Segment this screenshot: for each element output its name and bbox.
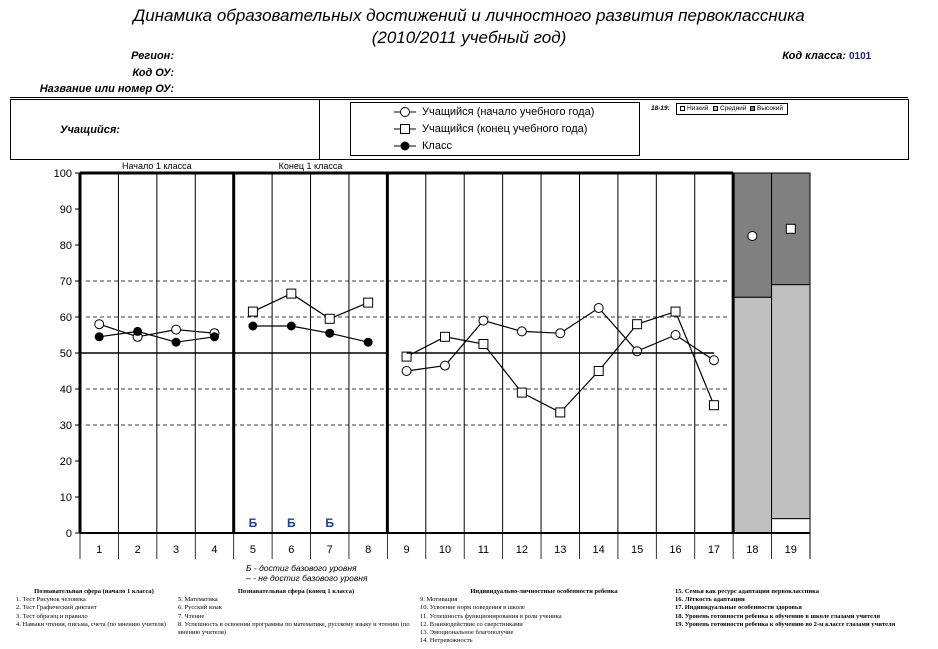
scale-legend-prefix: 18-19:	[651, 105, 670, 112]
data-point-end	[556, 408, 565, 417]
x-tick-label: 19	[784, 544, 797, 556]
notes-item: 1. Тест Рисунок человека	[16, 596, 86, 604]
notes-item: 19. Уровень готовности ребенка к обучению во 2-м классе глазами учителя	[675, 620, 896, 628]
page-title: Динамика образовательных достижений и личностного развития первоклассника	[133, 6, 805, 25]
section-label: Конец 1 класса	[278, 161, 343, 171]
data-point-start	[556, 329, 565, 338]
notes-item: 2. Тест Графический диктант	[16, 604, 97, 612]
x-tick-label: 4	[211, 544, 218, 556]
data-point-start	[95, 320, 104, 329]
notes-col-1	[16, 588, 172, 629]
notes-item: 7. Чтение	[178, 612, 205, 620]
legend-markers	[350, 102, 420, 156]
data-point-end	[709, 401, 718, 410]
legend-marker-class	[394, 142, 416, 151]
notes-item: 12. Взаимодействие со сверстниками	[420, 620, 523, 628]
x-tick-label: 1	[96, 544, 103, 556]
legend-marker-end	[394, 125, 416, 134]
x-tick-label: 9	[403, 544, 410, 556]
notes-item: 11. Успешность функционирования в роли ученика	[420, 612, 562, 620]
data-point-class	[133, 327, 142, 336]
level-label: Б	[325, 516, 335, 530]
stacked-band-19	[772, 285, 810, 519]
notes-item: 13. Эмоциональное благополучие	[420, 629, 514, 637]
notes-col-4	[675, 588, 933, 629]
x-tick-label: 18	[746, 544, 759, 556]
stacked-band-18	[733, 297, 771, 533]
data-point-class	[95, 332, 104, 341]
x-tick-label: 7	[326, 544, 333, 556]
notes-col-2-heading: Познавательная сфера (конец 1 класса)	[237, 588, 355, 595]
data-point-class	[287, 322, 296, 331]
y-tick-label: 100	[53, 168, 72, 180]
header-divider	[10, 97, 908, 98]
data-point-end	[364, 298, 373, 307]
x-tick-label: 14	[592, 544, 605, 556]
level-label: Б	[248, 516, 258, 530]
data-point-start	[517, 327, 526, 336]
data-point-start	[479, 316, 488, 325]
notes-item: 9. Мотивация	[420, 596, 458, 604]
y-tick-label: 10	[59, 492, 72, 504]
student-box-divider	[319, 99, 320, 160]
notes-item: 17. Индивидуальные особенности здоровья	[675, 604, 802, 612]
data-point-end	[671, 307, 680, 316]
readiness-marker	[748, 232, 757, 241]
data-point-class	[248, 322, 257, 331]
class-code-value: 0101	[849, 51, 872, 62]
notes-item: 10. Усвоение норм поведения в школе	[420, 604, 525, 612]
notes-item: 16. Лёгкость адаптации	[675, 596, 745, 604]
x-tick-label: 15	[630, 544, 644, 556]
notes-col-3	[420, 588, 668, 645]
data-point-end	[594, 367, 603, 376]
notes-col-3-heading: Индивидуально-личностные особенности ребенка	[470, 588, 618, 595]
y-tick-label: 30	[59, 420, 72, 432]
x-tick-label: 3	[172, 544, 180, 556]
legend-label-start: Учащийся (начало учебного года)	[422, 106, 595, 118]
y-tick-label: 0	[65, 528, 72, 540]
student-label: Учащийся:	[60, 124, 120, 136]
scale-swatch-low	[680, 106, 685, 111]
page-subtitle: (2010/2011 учебный год)	[371, 28, 567, 47]
notes-item: 18. Уровень готовности ребенка к обучению в школе глазами учителя	[675, 612, 881, 620]
stacked-band-19	[772, 519, 810, 533]
series-line-open-circle	[407, 308, 714, 371]
data-point-start	[402, 367, 411, 376]
data-point-class	[172, 338, 181, 347]
legend-label-class: Класс	[422, 140, 452, 152]
legend-label-end: Учащийся (конец учебного года)	[422, 123, 588, 135]
x-tick-label: 16	[669, 544, 682, 556]
data-point-end	[325, 314, 334, 323]
data-point-start	[441, 361, 450, 370]
y-tick-label: 90	[59, 204, 72, 216]
data-point-end	[248, 307, 257, 316]
class-code-label: Код класса:	[782, 50, 846, 62]
notes-item: 6. Русский язык	[178, 604, 222, 612]
data-point-class	[325, 329, 334, 338]
y-tick-label: 20	[59, 456, 72, 468]
scale-label-low: Низкий	[687, 105, 709, 112]
data-point-end	[517, 388, 526, 397]
section-label: Начало 1 класса	[122, 161, 192, 171]
y-tick-label: 40	[59, 384, 72, 396]
scale-swatch-mid	[713, 106, 718, 111]
notes-item: 8. Успешность в освоении программы по математике, русскому языку и чтению (по мнению учителя)	[178, 620, 410, 637]
notes-item: 3. Тест образец и правило	[16, 612, 88, 620]
notes-col-2	[178, 588, 414, 637]
data-point-start	[709, 356, 718, 365]
data-point-end	[479, 340, 488, 349]
notes-item: 14. Нетревожность	[420, 637, 473, 645]
data-point-start	[671, 331, 680, 340]
x-tick-label: 8	[365, 544, 372, 556]
x-tick-label: 12	[515, 544, 528, 556]
x-tick-label: 6	[288, 544, 295, 556]
notes-item: 15. Семья как ресурс адаптации первоклассника	[675, 588, 820, 595]
region-label: Регион:	[131, 50, 174, 62]
y-tick-label: 50	[59, 348, 72, 360]
scale-swatch-high	[750, 106, 755, 111]
data-point-class	[364, 338, 373, 347]
level-note-reached: Б - достиг базового уровня	[246, 563, 357, 573]
level-note-not-reached: – - не достиг базового уровня	[246, 573, 368, 583]
data-point-end	[633, 320, 642, 329]
scale-label-high: Высокий	[757, 105, 784, 112]
ou-code-label: Код ОУ:	[132, 67, 174, 79]
x-tick-label: 11	[477, 544, 490, 556]
notes-col-1-heading: Познавательная сфера (начало 1 класса)	[34, 588, 154, 595]
data-point-class	[210, 332, 219, 341]
notes-item: 4. Навыки чтения, письма, счета (по мнению учителя)	[16, 620, 166, 628]
data-point-start	[594, 304, 603, 313]
y-tick-label: 70	[59, 276, 72, 288]
x-tick-label: 2	[134, 544, 141, 556]
x-tick-label: 17	[707, 544, 721, 556]
scale-label-mid: Средний	[720, 105, 747, 112]
x-tick-label: 5	[249, 544, 256, 556]
x-tick-label: 10	[438, 544, 452, 556]
y-tick-label: 80	[59, 240, 72, 252]
data-point-end	[441, 332, 450, 341]
x-tick-label: 13	[554, 544, 567, 556]
ou-name-label: Название или номер ОУ:	[39, 83, 174, 95]
chart	[0, 155, 938, 585]
data-point-end	[287, 289, 296, 298]
notes-item: 5. Математика	[178, 596, 218, 604]
readiness-marker	[786, 224, 795, 233]
level-label: Б	[287, 516, 296, 530]
y-tick-label: 60	[59, 312, 72, 324]
data-point-start	[172, 325, 181, 334]
legend-marker-start	[394, 108, 416, 117]
data-point-start	[633, 347, 642, 356]
series-line-open-square	[407, 312, 714, 413]
